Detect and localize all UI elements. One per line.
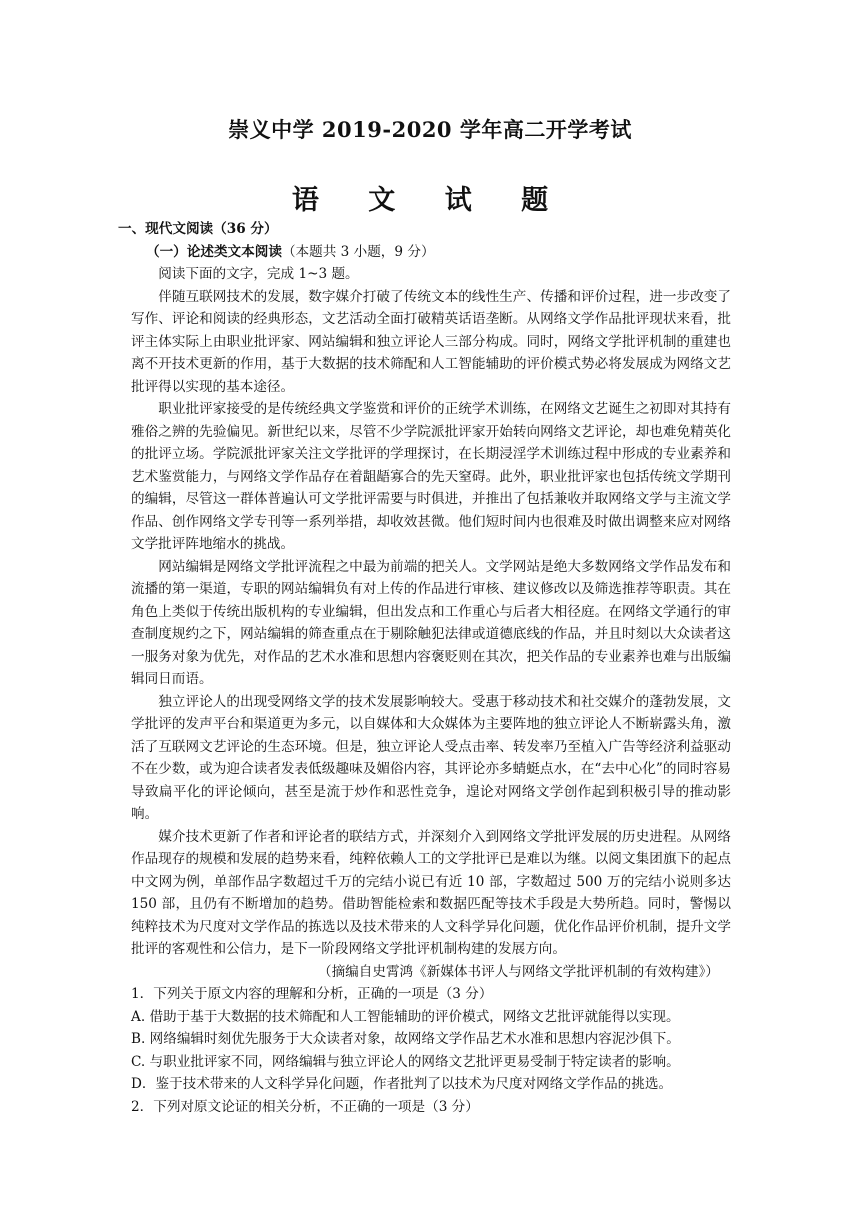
section-heading: 一、现代文阅读（36 分） — [118, 221, 278, 237]
subsection-heading — [146, 241, 731, 264]
passage-paragraph: 职业批评家接受的是传统经典文学鉴赏和评价的正统学术训练，在网络文艺诞生之初即对其持有雅俗之辨的先验偏见。新世纪以来，尽管不少学院派批评家开始转向网络文艺评论，却也难免精英化的批评立场。学院派批评家关注文学批评的学理探讨，在长期浸淫学术训练过程中形成的专业素养和艺术鉴赏能力，与网络文学作品存在着龃龉寡合的先天窒碍。此外，职业批评家也包括传统文学期刊的编辑，尽管这一群体普遍认可文学批评需要与时俱进，并推出了包括兼收并取网络文学与主流文学作品、创作网络文学专刊等一系列举措，却收效甚微。他们短时间内也很难及时做出调整来应对网络文学批评阵地缩水的挑战。 — [131, 401, 731, 552]
question-1-option-a: A. 借助于基于大数据的技术筛配和人工智能辅助的评价模式，网络文艺批评就能得以实现。 — [131, 1008, 680, 1025]
passage-paragraph: 网站编辑是网络文学批评流程之中最为前端的把关人。文学网站是绝大多数网络文学作品发布和流播的第一渠道，专职的网站编辑负有对上传的作品进行审核、建议修改以及筛选推荐等职责。其在角色上类似于传统出版机构的专业编辑，但出发点和工作重心与后者大相径庭。在网络文学通行的审查制度规约之下，网站编辑的筛查重点在于剔除触犯法律或道德底线的作品，并且时刻以大众读者这一服务对象为优先，对作品的艺术水准和思想内容褒贬则在其次，把关作品的专业素养也难与出版编辑同日而语。 — [131, 558, 731, 687]
question-2-stem: 2．下列对原文论证的相关分析，不正确的一项是（3 分） — [131, 1098, 479, 1115]
exam-body — [118, 218, 731, 1118]
question-1-stem: 1．下列关于原文内容的理解和分析，正确的一项是（3 分） — [131, 986, 493, 1002]
question-1-option-c: C. 与职业批评家不同，网络编辑与独立评论人的网络文艺批评更易受制于特定读者的影响。 — [131, 1053, 680, 1070]
subject-title: 语 文 试 题 — [291, 185, 569, 216]
passage-paragraph: 媒介技术更新了作者和评论者的联结方式，并深刻介入到网络文学批评发展的历史进程。从网络作品现存的规模和发展的趋势来看，纯粹依赖人工的文学批评已是难以为继。以阅文集团旗下的起点中文网为例，单部作品字数超过千万的完结小说已有近 10 部，字数超过 500 万的完结小说则多达 150 部，且仍有不断增加的趋势。借助智能检索和数据匹配等技术手段是大势所趋。同时，警惕以纯粹技术为尺度对文学作品的拣选以及技术带来的人文科学异化问题，优化作品评价机制，提升文学批评的客观性和公信力，是下一阶段网络文学批评机制构建的发展方向。 — [131, 828, 731, 957]
passage-paragraph: 伴随互联网技术的发展，数字媒介打破了传统文本的线性生产、传播和评价过程，进一步改变了写作、评论和阅读的经典形态，文艺活动全面打破精英话语垄断。从网络文学作品批评现状来看，批评主体实际上由职业批评家、网站编辑和独立评论人三部分构成。同时，网络文学批评机制的重建也离不开技术更新的作用，基于大数据的技术筛配和人工智能辅助的评价模式势必将发展成为网络文艺批评得以实现的基本途径。 — [131, 288, 731, 395]
question-1-option-d: D．鉴于技术带来的人文科学异化问题，作者批判了以技术为尺度对网络文学作品的挑选。 — [131, 1076, 673, 1092]
subsection-label: （一）论述类文本阅读 — [146, 243, 282, 260]
question-1-option-b: B. 网络编辑时刻优先服务于大众读者对象，故网络文学作品艺术水准和思想内容泥沙俱下。 — [131, 1031, 680, 1047]
passage-paragraph: 独立评论人的出现受网络文学的技术发展影响较大。受惠于移动技术和社交媒介的蓬勃发展，文学批评的发声平台和渠道更为多元，以自媒体和大众媒体为主要阵地的独立评论人不断崭露头角，激活了互联网文艺评论的生态环境。但是，独立评论人受点击率、转发率乃至植入广告等经济利益驱动不在少数，或为迎合读者发表低级趣味及媚俗内容，其评论亦多蜻蜓点水，在“去中心化”的同时容易导致扁平化的评论倾向，甚至是流于炒作和恶性竞争，遑论对网络文学创作起到积极引导的推动影响。 — [131, 693, 731, 822]
exam-title: 崇义中学 2019-2020 学年高二开学考试 — [228, 117, 632, 142]
subsection-note: （本题共 3 小题，9 分） — [281, 243, 435, 260]
passage-source: （摘编自史霄鸿《新媒体书评人与网络文学批评机制的有效构建》） — [317, 963, 719, 980]
reading-instruction: 阅读下面的文字，完成 1~3 题。 — [158, 266, 359, 282]
